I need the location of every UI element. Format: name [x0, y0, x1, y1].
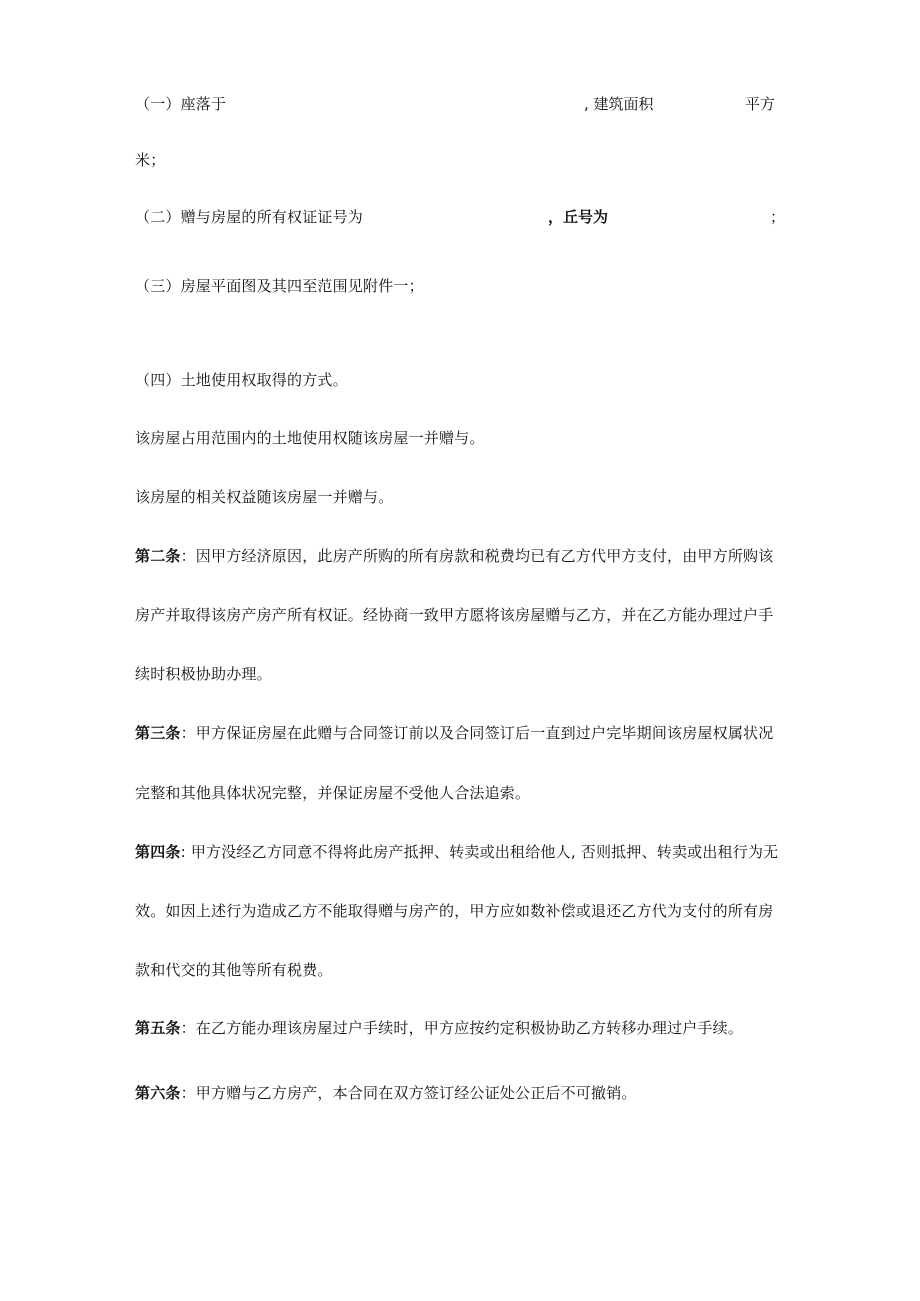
article-4-line-2: 效。如因上述行为造成乙方不能取得赠与房产的，甲方应如数补偿或退还乙方代为支付的所有房 — [135, 902, 774, 920]
article-2-line-1 — [135, 546, 773, 566]
article-2-line-2: 房产并取得该房产房产所有权证。经协商一致甲方愿将该房屋赠与乙方，并在乙方能办理过户手 — [135, 606, 774, 624]
article-4-line-3: 款和代交的其他等所有税费。 — [135, 961, 333, 979]
article-2-line-3: 续时积极协助办理。 — [135, 665, 272, 683]
rights-text: 该房屋的相关权益随该房屋一并赠与。 — [135, 488, 394, 506]
article-4-text-1: : 甲方没经乙方同意不得将此房产抵押、转卖或出租给他人, 否则抵押、转卖或出租行为无 — [180, 843, 779, 861]
article-5-text: ：在乙方能办理该房屋过户手续时，甲方应按约定积极协助乙方转移办理过户手续。 — [180, 1019, 744, 1037]
item-1-area-label: , 建筑面积 — [584, 95, 654, 113]
item-1-prefix: （一）座落于 — [135, 95, 227, 113]
article-2-label: 第二条 — [135, 547, 181, 565]
article-3-text-1: ：甲方保证房屋在此赠与合同签订前以及合同签订后一直到过户完毕期间该房屋权属状况 — [180, 724, 774, 742]
item-4: （四）土地使用权取得的方式。 — [135, 371, 348, 389]
item-1-unit-b: 米； — [135, 151, 166, 169]
article-2-text-1: ：因甲方经济原因，此房产所购的所有房款和税费均已有乙方代甲方支付，由甲方所购该 — [180, 547, 774, 565]
article-4-label: 第四条 — [135, 843, 181, 861]
item-3: （三）房屋平面图及其四至范围见附件一； — [135, 277, 424, 295]
article-3-label: 第三条 — [135, 724, 181, 742]
article-3-line-1 — [135, 723, 773, 743]
article-6-text: ：甲方赠与乙方房产，本合同在双方签订经公证处公正后不可撤销。 — [180, 1084, 637, 1102]
article-6 — [135, 1083, 637, 1103]
item-2-end: ； — [770, 208, 786, 226]
article-3-line-2: 完整和其他具体状况完整，并保证房屋不受他人合法追索。 — [135, 784, 531, 802]
item-2-hill-label: ，丘号为 — [548, 208, 609, 226]
article-5-label: 第五条 — [135, 1019, 181, 1037]
item-2-prefix: （二）赠与房屋的所有权证证号为 — [135, 208, 364, 226]
item-1-unit-a: 平方 — [745, 95, 776, 113]
article-5 — [135, 1018, 743, 1038]
article-6-label: 第六条 — [135, 1084, 181, 1102]
article-4-line-1 — [135, 842, 778, 862]
land-use-text: 该房屋占用范围内的土地使用权随该房屋一并赠与。 — [135, 429, 485, 447]
